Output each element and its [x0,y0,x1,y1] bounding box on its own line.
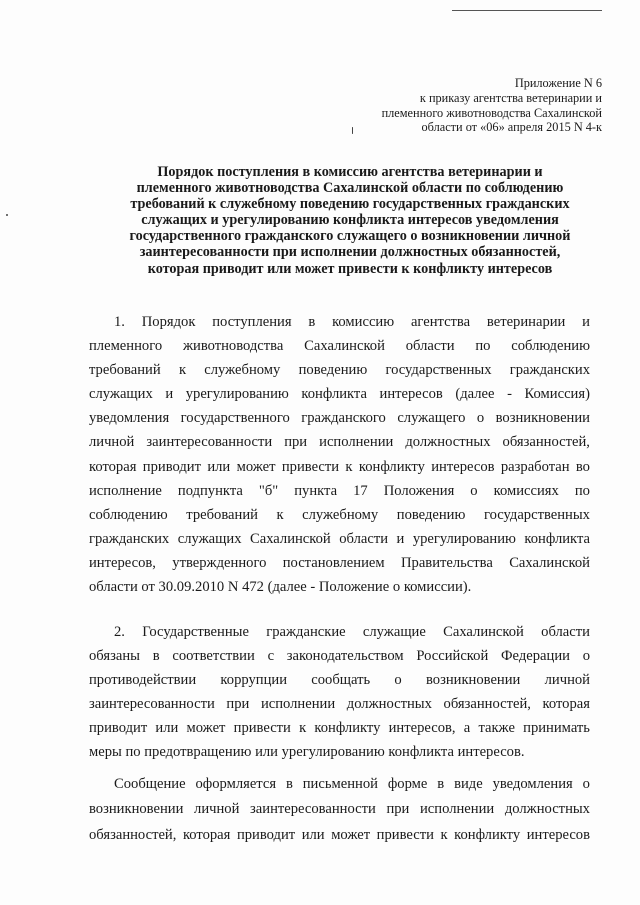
appendix-header [322,76,602,135]
paragraph-1 [89,310,590,599]
paragraph-line: исполнение подпункта "б" пункта 17 Положения о комиссиях по [89,482,590,499]
paragraph-line: возникновении личной заинтересованности при исполнении должностных [89,801,590,818]
appendix-line: племенного животноводства Сахалинской [381,105,602,120]
paragraph-line: уведомления государственного гражданского служащего о возникновении [89,410,590,427]
paragraph-line: которая приводит или может привести к конфликту интересов разработан во [89,458,590,475]
title-line: требований к служебному поведению государственных гражданских [130,196,570,213]
scan-artifact-line [452,10,602,11]
title-line: заинтересованности при исполнении должностных обязанностей, [139,244,561,261]
paragraph-line: заинтересованности при исполнении должностных обязанностей, которая [89,696,590,713]
paragraph-line: 2. Государственные гражданские служащие Сахалинской области [114,624,590,640]
document-title [80,164,620,277]
paragraph-line: приводит или может привести к конфликту интересов, а также принимать [89,720,590,737]
paragraph-line: гражданских служащих Сахалинской области и урегулированию конфликта [89,530,590,547]
paragraph-line: обязаны в соответствии с законодательством Российской Федерации о [89,648,590,665]
title-line: которая приводит или может привести к конфликту интересов [147,260,553,277]
title-line: служащих и урегулированию конфликта интересов уведомления [141,212,559,229]
paragraph-line: области от 30.09.2010 N 472 (далее - Положение о комиссии). [89,579,472,596]
appendix-line: Приложение N 6 [514,76,602,90]
title-line: племенного животноводства Сахалинской области по соблюдению [136,180,564,197]
appendix-line: области от «06» апреля 2015 N 4-к [421,120,602,135]
paragraph-line: служащих и урегулированию конфликта интересов (далее - Комиссия) [89,386,590,403]
paragraph-line: племенного животноводства Сахалинской области по соблюдению [89,338,590,355]
paragraph-line: интересов, утвержденного постановлением Правительства Сахалинской [89,554,590,571]
title-line: государственного гражданского служащего о возникновении личной [129,228,571,245]
paragraph-line: требований к служебному поведению государственных гражданских [89,362,590,379]
scan-speck [6,214,8,216]
title-line: Порядок поступления в комиссию агентства ветеринарии и [157,164,543,180]
paragraph-line: меры по предотвращению или урегулированию конфликта интересов. [89,744,525,761]
appendix-line: к приказу агентства ветеринарии и [419,90,602,105]
paragraph-line: 1. Порядок поступления в комиссию агентства ветеринарии и [114,314,590,330]
paragraph-line: обязанностей, которая приводит или может привести к конфликту интересов [89,826,590,843]
paragraph-2 [89,620,590,765]
paragraph-line: противодействии коррупции сообщать о возникновении личной [89,672,590,689]
paragraph-line: личной заинтересованности при исполнении должностных обязанностей, [89,434,590,451]
paragraph-line: соблюдению требований к служебному поведению государственных [89,506,590,523]
paragraph-line: Сообщение оформляется в письменной форме в виде уведомления о [114,776,590,792]
paragraph-3 [89,772,590,848]
